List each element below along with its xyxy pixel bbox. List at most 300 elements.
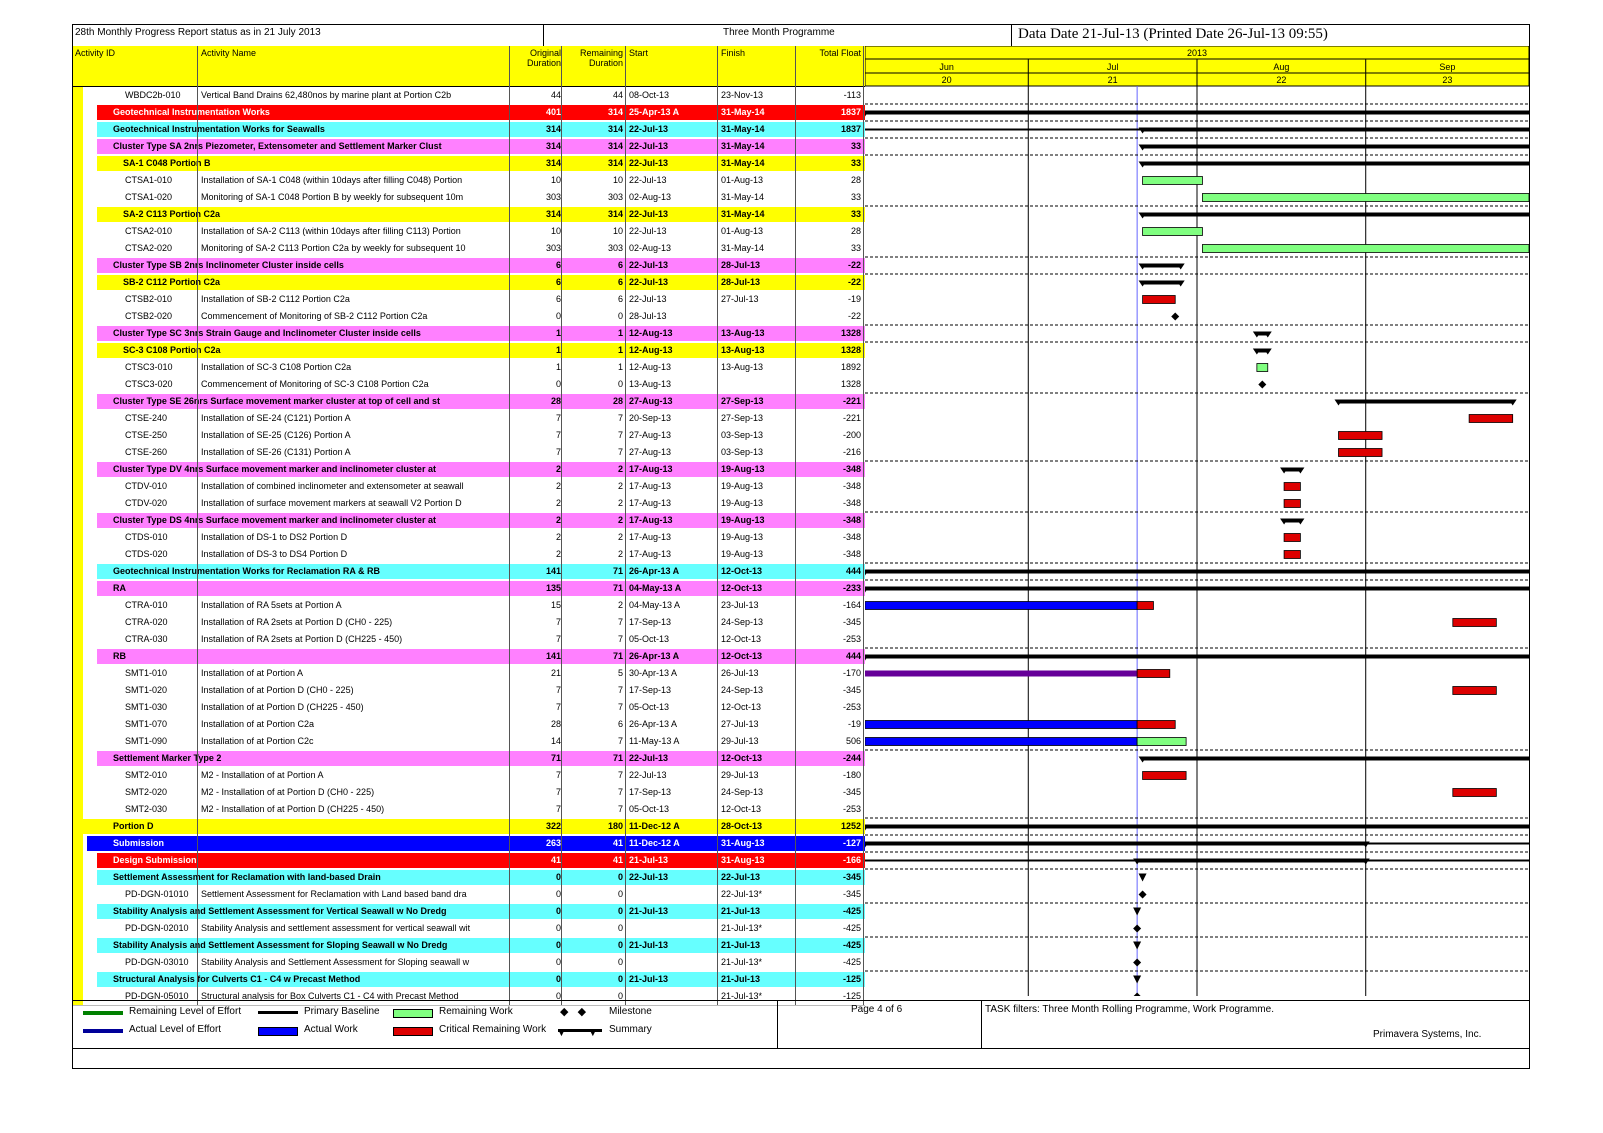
cell-finish: 12-Oct-13 (721, 583, 763, 593)
cell-start: 11-May-13 A (629, 736, 680, 746)
programme-title: Three Month Programme (723, 27, 835, 38)
wbs-indent-strip (73, 784, 83, 801)
actual-work-bar (865, 602, 1137, 610)
cell-start: 25-Apr-13 A (629, 107, 680, 117)
cell-rd: 1 (617, 328, 623, 338)
cell-id: PD-DGN-01010 (125, 889, 189, 899)
cell-tf: -348 (842, 481, 861, 491)
cell-rd: 1 (617, 345, 623, 355)
cell-tf: -345 (842, 787, 861, 797)
month-number: 23 (1442, 75, 1453, 85)
column-header (73, 46, 865, 87)
cell-name: Installation of DS-3 to DS4 Portion D (201, 549, 348, 559)
wbs-summary-row[interactable] (73, 155, 865, 172)
cell-od: 2 (555, 515, 561, 525)
cell-finish: 12-Oct-13 (721, 566, 763, 576)
cell-od: 41 (550, 855, 561, 865)
table-row[interactable] (73, 240, 865, 257)
cell-finish: 27-Jul-13 (721, 719, 759, 729)
col-finish[interactable]: Finish (721, 48, 746, 58)
cell-start: 17-Aug-13 (629, 481, 672, 491)
cell-finish: 23-Jul-13 (721, 600, 759, 610)
critical-work-bar (1284, 551, 1300, 559)
cell-tf: 444 (845, 651, 861, 661)
cell-od: 15 (550, 600, 561, 610)
table-row[interactable] (73, 733, 865, 750)
cell-start: 02-Aug-13 (629, 243, 672, 253)
wbs-indent-strip (73, 563, 83, 580)
cell-name: Stability Analysis and Settlement Assessment for Vertical Seawall w No Dredg (113, 906, 447, 916)
table-row[interactable] (73, 665, 865, 682)
cell-od: 7 (555, 634, 561, 644)
cell-name: M2 - Installation of at Portion D (CH0 - 225) (201, 787, 375, 797)
cell-tf: -125 (842, 974, 861, 984)
col-remaining-duration[interactable]: Remaining Duration (579, 48, 623, 68)
month-number: 20 (941, 75, 952, 85)
milestone-diamond (1133, 993, 1141, 997)
cell-tf: -233 (842, 583, 861, 593)
wbs-summary-row[interactable] (73, 104, 865, 121)
critical-work-bar (1453, 687, 1497, 695)
cell-start: 05-Oct-13 (629, 702, 670, 712)
cell-name: Settlement Marker Type 2 (113, 753, 222, 763)
cell-od: 2 (555, 464, 561, 474)
cell-rd: 314 (607, 158, 623, 168)
cell-rd: 0 (617, 991, 623, 1001)
cell-finish (721, 308, 797, 325)
wbs-indent-strip (73, 393, 83, 410)
cell-rd: 28 (612, 396, 623, 406)
wbs-summary-row[interactable] (73, 206, 865, 223)
cell-finish: 22-Jul-13* (721, 889, 763, 899)
cell-rd: 44 (612, 90, 623, 100)
summary-bar (1143, 162, 1529, 166)
cell-tf: -216 (842, 447, 861, 457)
cell-od: 21 (550, 668, 561, 678)
table-row[interactable] (73, 614, 865, 631)
table-row[interactable] (73, 784, 865, 801)
cell-name: Geotechnical Instrumentation Works for Seawalls (113, 124, 325, 134)
header-divider (1011, 25, 1012, 46)
cell-rd: 314 (607, 141, 623, 151)
cell-finish: 12-Oct-13 (721, 753, 763, 763)
cell-start: 12-Aug-13 (629, 328, 673, 338)
table-row[interactable] (73, 716, 865, 733)
cell-name: Installation of RA 2sets at Portion D (CH0 - 225) (201, 617, 393, 627)
cell-tf: -253 (842, 634, 861, 644)
wbs-indent-strip (73, 852, 83, 869)
cell-od: 401 (545, 107, 561, 117)
cell-start: 27-Aug-13 (629, 396, 673, 406)
legend-actual-level: Actual Level of Effort (129, 1024, 222, 1035)
legend-remaining-level-swatch (83, 1011, 123, 1015)
cell-finish: 29-Jul-13 (721, 770, 759, 780)
column-separator (795, 46, 796, 1005)
table-row[interactable] (73, 376, 865, 393)
remaining-work-bar (1143, 177, 1203, 185)
cell-tf: -253 (842, 702, 861, 712)
critical-work-bar (1339, 449, 1383, 457)
wbs-summary-row[interactable] (73, 325, 865, 342)
cell-od: 0 (555, 991, 561, 1001)
table-row[interactable] (73, 801, 865, 818)
wbs-indent-strip (73, 835, 83, 852)
wbs-indent-strip (73, 648, 83, 665)
cell-tf: -125 (842, 991, 861, 1001)
actual-work-bar (865, 738, 1137, 746)
table-row[interactable] (73, 699, 865, 716)
cell-rd: 314 (607, 124, 623, 134)
wbs-summary-row[interactable] (73, 869, 865, 886)
wbs-indent-strip (73, 801, 83, 818)
cell-tf: 33 (850, 209, 861, 219)
cell-od: 1 (555, 345, 561, 355)
table-row[interactable] (73, 954, 865, 971)
cell-id: SMT2-020 (125, 787, 168, 797)
cell-name: Installation of surface movement markers at seawall V2 Portion D (201, 498, 462, 508)
cell-rd: 7 (617, 617, 623, 627)
cell-tf: -113 (843, 90, 861, 100)
cell-od: 322 (545, 821, 561, 831)
cell-name: Installation of at Portion D (CH225 - 450) (201, 702, 364, 712)
table-row[interactable] (73, 631, 865, 648)
cell-name: RB (113, 651, 126, 661)
column-separator (625, 46, 626, 1005)
summary-milestone-triangle (1139, 874, 1147, 882)
gantt-chart (865, 46, 1529, 996)
cell-finish: 26-Jul-13 (721, 668, 759, 678)
cell-tf: -166 (842, 855, 861, 865)
cell-start: 22-Jul-13 (629, 872, 669, 882)
cell-od: 1 (555, 362, 561, 372)
cell-rd: 2 (617, 549, 623, 559)
cell-tf: 1328 (840, 379, 861, 389)
critical-work-bar (1143, 296, 1176, 304)
cell-tf: 1837 (840, 124, 861, 134)
cell-start (629, 954, 717, 971)
cell-tf: -345 (842, 617, 861, 627)
wbs-indent-strip (73, 597, 83, 614)
cell-name: Installation of SE-24 (C121) Portion A (201, 413, 351, 423)
cell-name: Installation of at Portion C2c (201, 736, 314, 746)
wbs-indent-strip (73, 665, 83, 682)
wbs-summary-row[interactable] (73, 138, 865, 155)
wbs-indent-strip (73, 325, 83, 342)
cell-od: 71 (550, 753, 561, 763)
cell-rd: 6 (617, 277, 623, 287)
critical-work-bar (1137, 670, 1170, 678)
cell-rd: 0 (617, 957, 623, 967)
cell-rd: 2 (617, 532, 623, 542)
cell-finish: 19-Aug-13 (721, 532, 764, 542)
col-activity-name[interactable]: Activity Name (201, 48, 257, 58)
cell-od: 7 (555, 702, 561, 712)
wbs-summary-row[interactable] (73, 274, 865, 291)
table-row[interactable] (73, 546, 865, 563)
cell-rd: 0 (617, 940, 623, 950)
table-row[interactable] (73, 920, 865, 937)
legend-remaining-work: Remaining Work (439, 1006, 513, 1017)
wbs-summary-row[interactable] (73, 512, 865, 529)
cell-od: 0 (555, 872, 561, 882)
col-start[interactable]: Start (629, 48, 649, 58)
wbs-indent-strip (73, 886, 83, 903)
cell-rd: 71 (612, 583, 623, 593)
wbs-summary-row[interactable] (73, 835, 865, 852)
cell-od: 7 (555, 804, 561, 814)
cell-rd: 5 (617, 668, 623, 678)
cell-rd: 2 (617, 464, 623, 474)
critical-work-bar (1284, 534, 1300, 542)
cell-tf: 1892 (840, 362, 861, 372)
cell-od: 303 (545, 192, 561, 202)
cell-tf: -345 (842, 872, 861, 882)
cell-od: 141 (545, 651, 561, 661)
cell-rd: 1 (617, 362, 623, 372)
wbs-indent-strip (73, 631, 83, 648)
cell-start: 12-Aug-13 (629, 362, 672, 372)
table-row[interactable] (73, 189, 865, 206)
table-row[interactable] (73, 308, 865, 325)
wbs-summary-row[interactable] (73, 937, 865, 954)
cell-start: 22-Jul-13 (629, 277, 669, 287)
cell-od: 44 (550, 90, 561, 100)
cell-tf: -19 (847, 719, 861, 729)
cell-od: 7 (555, 430, 561, 440)
remaining-work-bar (1143, 228, 1203, 236)
cell-finish: 13-Aug-13 (721, 328, 765, 338)
cell-start: 22-Jul-13 (629, 226, 667, 236)
wbs-summary-row[interactable] (73, 563, 865, 580)
cell-tf: -127 (842, 838, 861, 848)
page-number: Page 4 of 6 (851, 1004, 903, 1015)
cell-start: 22-Jul-13 (629, 158, 669, 168)
critical-work-bar (1284, 500, 1300, 508)
cell-od: 0 (555, 974, 561, 984)
wbs-summary-row[interactable] (73, 750, 865, 767)
table-row[interactable] (73, 886, 865, 903)
cell-tf: -425 (842, 923, 861, 933)
table-row[interactable] (73, 359, 865, 376)
cell-start: 04-May-13 A (629, 600, 681, 610)
summary-milestone-triangle (1133, 908, 1141, 916)
cell-rd: 303 (607, 192, 623, 202)
table-row[interactable] (73, 682, 865, 699)
cell-finish: 19-Aug-13 (721, 498, 764, 508)
wbs-indent-strip (73, 954, 83, 971)
cell-name: Installation of SE-26 (C131) Portion A (201, 447, 351, 457)
cell-finish: 03-Sep-13 (721, 447, 764, 457)
cell-id: CTDS-020 (125, 549, 168, 559)
cell-rd: 41 (612, 855, 623, 865)
col-total-float[interactable]: Total Float (819, 48, 861, 58)
cell-rd: 0 (617, 923, 623, 933)
summary-bar (1339, 400, 1513, 404)
cell-finish: 31-May-14 (721, 243, 765, 253)
cell-name: Commencement of Monitoring of SB-2 C112 Portion C2a (201, 311, 428, 321)
cell-tf: -348 (842, 532, 861, 542)
remaining-work-bar (1202, 245, 1529, 253)
table-row[interactable] (73, 410, 865, 427)
cell-od: 314 (545, 141, 561, 151)
wbs-summary-row[interactable] (73, 648, 865, 665)
legend-actual-work: Actual Work (304, 1024, 358, 1035)
cell-finish: 21-Jul-13 (721, 974, 761, 984)
cell-rd: 7 (617, 736, 623, 746)
cell-finish: 31-May-14 (721, 158, 765, 168)
wbs-summary-row[interactable] (73, 818, 865, 835)
table-row[interactable] (73, 291, 865, 308)
cell-name: Geotechnical Instrumentation Works (113, 107, 270, 117)
col-original-duration[interactable]: Original Duration (526, 48, 561, 68)
cell-finish: 19-Aug-13 (721, 515, 765, 525)
cell-rd: 314 (607, 107, 623, 117)
cell-start: 22-Jul-13 (629, 294, 667, 304)
cell-name: Stability Analysis and settlement assessment for vertical seawall wit (201, 923, 471, 933)
table-row[interactable] (73, 444, 865, 461)
cell-id: CTDV-020 (125, 498, 168, 508)
cell-rd: 7 (617, 804, 623, 814)
cell-tf: -170 (842, 668, 861, 678)
column-separator (561, 46, 562, 1005)
cell-id: CTSC3-010 (125, 362, 173, 372)
wbs-summary-row[interactable] (73, 342, 865, 359)
wbs-indent-strip (73, 716, 83, 733)
cell-od: 7 (555, 413, 561, 423)
wbs-indent-strip (73, 920, 83, 937)
cell-name: SB-2 C112 Portion C2a (123, 277, 221, 287)
cell-tf: -164 (842, 600, 861, 610)
cell-id: PD-DGN-02010 (125, 923, 189, 933)
cell-rd: 314 (607, 209, 623, 219)
cell-start: 05-Oct-13 (629, 634, 670, 644)
cell-rd: 7 (617, 685, 623, 695)
table-row[interactable] (73, 495, 865, 512)
cell-id: CTRA-030 (125, 634, 168, 644)
cell-start: 26-Apr-13 A (629, 719, 678, 729)
wbs-summary-row[interactable] (73, 257, 865, 274)
legend-critical-remaining-swatch (393, 1027, 433, 1036)
wbs-summary-row[interactable] (73, 461, 865, 478)
cell-finish: 01-Aug-13 (721, 175, 764, 185)
cell-od: 7 (555, 447, 561, 457)
cell-name: Commencement of Monitoring of SC-3 C108 Portion C2a (201, 379, 429, 389)
cell-tf: -253 (842, 804, 861, 814)
column-separator (863, 46, 864, 1005)
cell-name: Installation of combined inclinometer and extensometer at seawall (201, 481, 464, 491)
remaining-work-bar (1257, 364, 1268, 372)
cell-start (629, 886, 717, 903)
wbs-summary-row[interactable] (73, 852, 865, 869)
cell-finish: 31-Aug-13 (721, 855, 765, 865)
month-label: Jul (1106, 62, 1119, 72)
wbs-indent-strip (73, 699, 83, 716)
wbs-indent-strip (73, 937, 83, 954)
cell-finish: 22-Jul-13 (721, 872, 761, 882)
wbs-summary-row[interactable] (73, 580, 865, 597)
column-separator (717, 46, 718, 1005)
cell-od: 28 (550, 719, 561, 729)
table-row[interactable] (73, 597, 865, 614)
cell-name: SA-2 C113 Portion C2a (123, 209, 221, 219)
cell-name: Stability Analysis and Settlement Assessment for Sloping seawall w (201, 957, 470, 967)
col-activity-id[interactable]: Activity ID (75, 48, 116, 58)
critical-work-bar (1137, 721, 1175, 729)
legend-remaining-level: Remaining Level of Effort (129, 1006, 242, 1017)
cell-finish: 24-Sep-13 (721, 617, 764, 627)
legend-bottom-line (73, 1048, 1529, 1049)
cell-name: Structural Analysis for Culverts C1 - C4 w Precast Method (113, 974, 361, 984)
cell-name: Installation of SA-1 C048 (within 10days after filling C048) Portion (201, 175, 463, 185)
cell-finish: 31-May-14 (721, 192, 765, 202)
wbs-indent-strip (73, 427, 83, 444)
cell-name: Installation of SE-25 (C126) Portion A (201, 430, 351, 440)
wbs-summary-row[interactable] (73, 393, 865, 410)
cell-finish: 28-Jul-13 (721, 277, 761, 287)
wbs-summary-row[interactable] (73, 971, 865, 988)
table-row[interactable] (73, 529, 865, 546)
cell-tf: -221 (842, 413, 861, 423)
wbs-summary-row[interactable] (73, 903, 865, 920)
wbs-indent-strip (73, 104, 83, 121)
cell-finish: 28-Oct-13 (721, 821, 763, 831)
actual-level-bar (865, 671, 1137, 677)
cell-id: SMT2-010 (125, 770, 168, 780)
cell-start: 17-Aug-13 (629, 464, 673, 474)
critical-work-bar (1137, 602, 1153, 610)
cell-od: 0 (555, 940, 561, 950)
table-row[interactable] (73, 767, 865, 784)
cell-id: CTSA2-020 (125, 243, 173, 253)
cell-od: 6 (555, 260, 561, 270)
wbs-indent-strip (73, 257, 83, 274)
cell-name: M2 - Installation of at Portion D (CH225 - 450) (201, 804, 385, 814)
summary-bar (1143, 145, 1529, 149)
cell-name: Installation of at Portion C2a (201, 719, 315, 729)
table-row[interactable] (73, 427, 865, 444)
wbs-indent-strip (73, 172, 83, 189)
cell-start: 28-Jul-13 (629, 311, 667, 321)
table-row[interactable] (73, 223, 865, 240)
cell-start (629, 920, 717, 937)
table-row[interactable] (73, 478, 865, 495)
cell-rd: 41 (612, 838, 623, 848)
table-row[interactable] (73, 87, 865, 104)
cell-start: 21-Jul-13 (629, 974, 669, 984)
wbs-indent-strip (73, 274, 83, 291)
cell-finish: 03-Sep-13 (721, 430, 764, 440)
cell-start: 21-Jul-13 (629, 855, 669, 865)
cell-finish: 27-Sep-13 (721, 396, 764, 406)
cell-name: Settlement Assessment for Reclamation with land-based Drain (113, 872, 381, 882)
table-row[interactable] (73, 172, 865, 189)
cell-name: Stability Analysis and Settlement Assessment for Sloping Seawall w No Dredg (113, 940, 448, 950)
wbs-indent-strip (73, 614, 83, 631)
wbs-indent-strip (73, 461, 83, 478)
cell-od: 2 (555, 532, 561, 542)
legend-summary: Summary (609, 1024, 652, 1035)
wbs-indent-strip (73, 818, 83, 835)
cell-id: SMT1-020 (125, 685, 168, 695)
cell-tf: -425 (842, 906, 861, 916)
cell-finish: 21-Jul-13* (721, 991, 763, 1001)
critical-work-bar (1284, 483, 1300, 491)
cell-finish: 12-Oct-13 (721, 804, 762, 814)
wbs-summary-row[interactable] (73, 121, 865, 138)
wbs-indent-strip (73, 342, 83, 359)
cell-id: CTSE-250 (125, 430, 168, 440)
cell-od: 2 (555, 549, 561, 559)
